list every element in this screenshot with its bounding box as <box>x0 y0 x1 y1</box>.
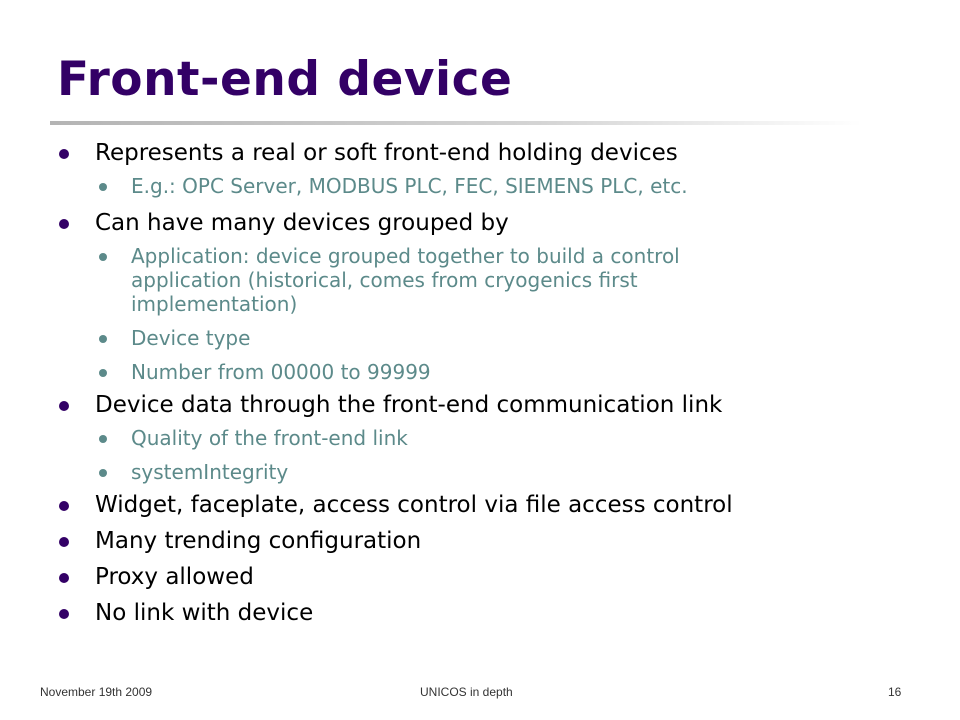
bullet-text: Proxy allowed <box>95 564 254 590</box>
footer-presentation-title: UNICOS in depth <box>420 685 513 699</box>
bullet-text: Device data through the front-end communication link <box>95 392 723 418</box>
sub-bullet-item <box>0 460 960 484</box>
bullet-dot-icon <box>59 501 69 511</box>
sub-bullet-dot-icon <box>99 469 107 477</box>
sub-bullet-item <box>0 244 960 316</box>
bullet-text: Represents a real or soft front-end holding devices <box>95 140 678 166</box>
sub-bullet-dot-icon <box>99 435 107 443</box>
sub-bullet-item <box>0 326 960 350</box>
footer-page-number: 16 <box>888 685 902 699</box>
bullet-text: Many trending configuration <box>95 528 422 554</box>
sub-bullet-text: Quality of the front-end link <box>131 426 408 450</box>
bullet-item <box>0 138 960 168</box>
bullet-dot-icon <box>59 149 69 159</box>
bullet-list <box>0 138 960 634</box>
bullet-text: No link with device <box>95 600 314 626</box>
sub-bullet-dot-icon <box>99 183 107 191</box>
sub-bullet-dot-icon <box>99 253 107 261</box>
bullet-item <box>0 390 960 420</box>
bullet-item <box>0 208 960 238</box>
bullet-dot-icon <box>59 401 69 411</box>
sub-bullet-text: Device type <box>131 326 251 350</box>
bullet-text: Widget, faceplate, access control via file access control <box>95 492 733 518</box>
footer-date: November 19th 2009 <box>40 685 153 699</box>
sub-bullet-dot-icon <box>99 335 107 343</box>
bullet-text: Can have many devices grouped by <box>95 210 509 236</box>
sub-bullet-text: systemIntegrity <box>131 460 289 484</box>
bullet-item <box>0 598 960 628</box>
sub-bullet-text: Application: device grouped together to build a control application (historical, comes from cryogenics first implementation) <box>131 244 680 316</box>
bullet-dot-icon <box>59 537 69 547</box>
slide-title: Front-end device <box>57 52 513 107</box>
sub-bullet-item <box>0 426 960 450</box>
bullet-dot-icon <box>59 219 69 229</box>
bullet-dot-icon <box>59 573 69 583</box>
sub-bullet-item <box>0 174 960 198</box>
sub-bullet-item <box>0 360 960 384</box>
bullet-item <box>0 490 960 520</box>
bullet-item <box>0 562 960 592</box>
title-divider <box>50 121 862 125</box>
bullet-dot-icon <box>59 609 69 619</box>
bullet-item <box>0 526 960 556</box>
sub-bullet-text: E.g.: OPC Server, MODBUS PLC, FEC, SIEMENS PLC, etc. <box>131 174 688 198</box>
sub-bullet-text: Number from 00000 to 99999 <box>131 360 431 384</box>
sub-bullet-dot-icon <box>99 369 107 377</box>
